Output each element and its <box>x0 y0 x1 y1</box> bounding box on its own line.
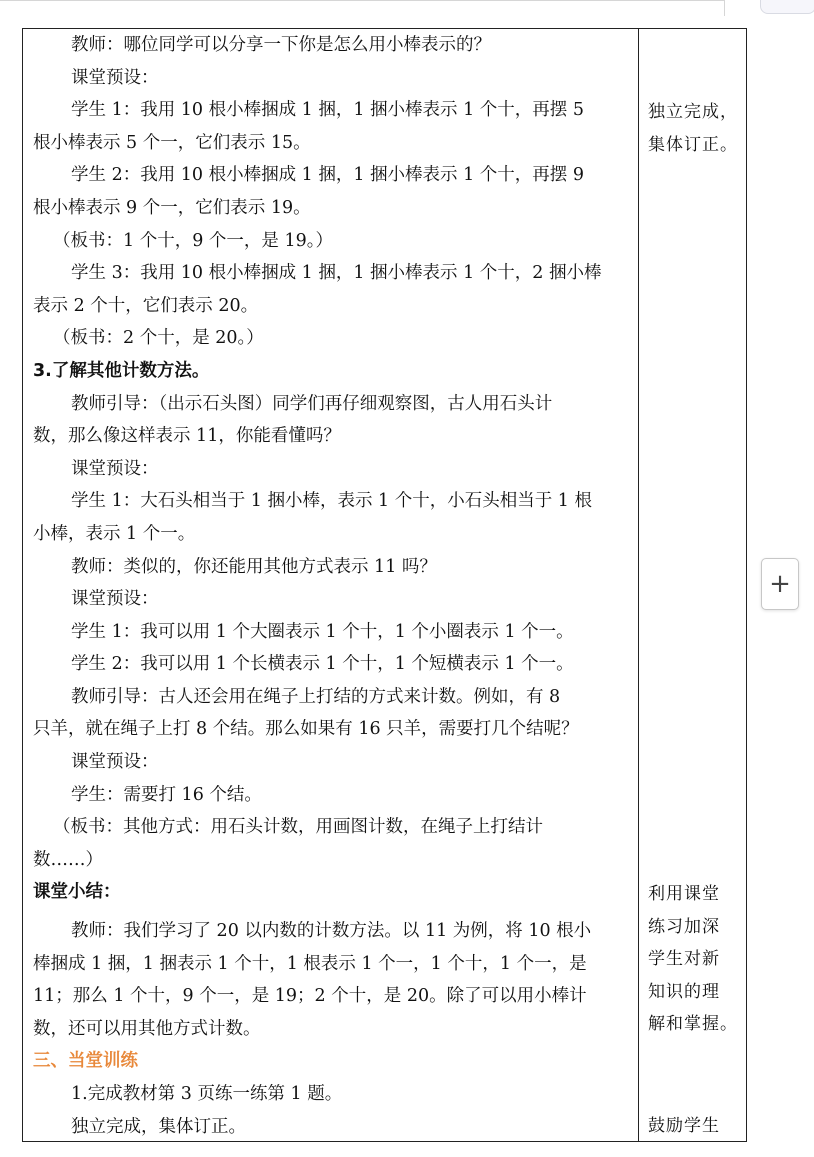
text-line: 只羊，就在绳子上打 8 个结。那么如果有 16 只羊，需要打几个结呢？ <box>33 719 579 740</box>
lesson-plan-table <box>22 28 747 1142</box>
side-note-group-1 <box>648 96 738 161</box>
text-line: 学生 2：我用 10 根小棒捆成 1 捆，1 捆小棒表示 1 个十，再摆 9 <box>71 165 585 186</box>
side-note-line: 练习加深 <box>648 916 720 937</box>
text-line: 1.完成教材第 3 页练一练第 1 题。 <box>71 1084 343 1104</box>
text-line: 教师：哪位同学可以分享一下你是怎么用小棒表示的？ <box>71 35 491 55</box>
text-line: 棒捆成 1 捆，1 捆表示 1 个十，1 根表示 1 个一，1 个十，1 个一，是 <box>33 953 587 974</box>
text-line: 3.了解其他计数方法。 <box>33 360 210 381</box>
text-line: 学生 1：我用 10 根小棒捆成 1 捆，1 捆小棒表示 1 个十，再摆 5 <box>71 100 585 121</box>
teaching-process-column <box>33 29 631 1141</box>
text-line: 学生 1：大石头相当于 1 捆小棒，表示 1 个十，小石头相当于 1 根 <box>71 491 592 512</box>
text-line: （板书：其他方式：用石头计数，用画图计数，在绳子上打结计 <box>53 817 543 838</box>
text-line: 教师引导：（出示石头图）同学们再仔细观察图，古人用石头计 <box>71 393 553 414</box>
text-line: 教师：类似的，你还能用其他方式表示 11 吗？ <box>71 556 437 577</box>
text-line: 课堂预设： <box>71 589 159 610</box>
column-divider <box>638 29 639 1141</box>
text-line: 课堂预设： <box>71 752 159 773</box>
text-line: （板书：1 个十，9 个一，是 19。） <box>53 230 333 251</box>
text-line: 根小棒表示 9 个一，它们表示 19。 <box>33 197 311 218</box>
text-line: 独立完成，集体订正。 <box>71 1116 246 1137</box>
text-line: 教师引导：古人还会用在绳子上打结的方式来计数。例如，有 8 <box>71 686 561 707</box>
text-line: 数，那么像这样表示 11，你能看懂吗？ <box>33 426 341 447</box>
corner-tab <box>760 0 814 14</box>
side-note-group-2 <box>648 878 738 1041</box>
text-line: 表示 2 个十，它们表示 20。 <box>33 295 259 316</box>
page-top-border <box>0 0 724 1</box>
text-line: 教师：我们学习了 20 以内数的计数方法。以 11 为例，将 10 根小 <box>71 921 592 942</box>
text-line: 课堂预设： <box>71 67 159 88</box>
side-note-line: 利用课堂 <box>648 884 720 904</box>
text-line: 数……） <box>33 849 103 870</box>
page-side-border <box>724 0 725 16</box>
side-note-line: 鼓励学生 <box>648 1116 720 1136</box>
text-line: （板书：2 个十，是 20。） <box>53 328 264 349</box>
text-line: 根小棒表示 5 个一，它们表示 15。 <box>33 132 311 153</box>
design-intent-column <box>648 29 744 1141</box>
text-line: 学生：需要打 16 个结。 <box>71 784 262 805</box>
text-line: 学生 1：我可以用 1 个大圈表示 1 个十，1 个小圈表示 1 个一。 <box>71 621 574 642</box>
plus-icon: + <box>769 569 791 599</box>
side-note-line: 学生对新 <box>648 949 720 970</box>
side-note-line: 独立完成， <box>648 102 738 122</box>
text-line: 三、当堂训练 <box>33 1051 138 1072</box>
text-line: 课堂预设： <box>71 458 159 479</box>
side-note-group-3 <box>648 1110 720 1143</box>
text-line: 课堂小结： <box>33 882 121 903</box>
add-button[interactable] <box>761 558 799 610</box>
text-line: 小棒，表示 1 个一。 <box>33 523 196 544</box>
text-line: 11；那么 1 个十，9 个一，是 19；2 个十，是 20。除了可以用小棒计 <box>33 986 587 1007</box>
side-note-line: 解和掌握。 <box>648 1014 738 1035</box>
text-line: 学生 2：我可以用 1 个长横表示 1 个十，1 个短横表示 1 个一。 <box>71 654 574 675</box>
side-note-line: 集体订正。 <box>648 134 738 155</box>
side-note-line: 知识的理 <box>648 981 720 1002</box>
text-line: 学生 3：我用 10 根小棒捆成 1 捆，1 捆小棒表示 1 个十，2 捆小棒 <box>71 263 602 284</box>
text-line: 数，还可以用其他方式计数。 <box>33 1018 261 1039</box>
